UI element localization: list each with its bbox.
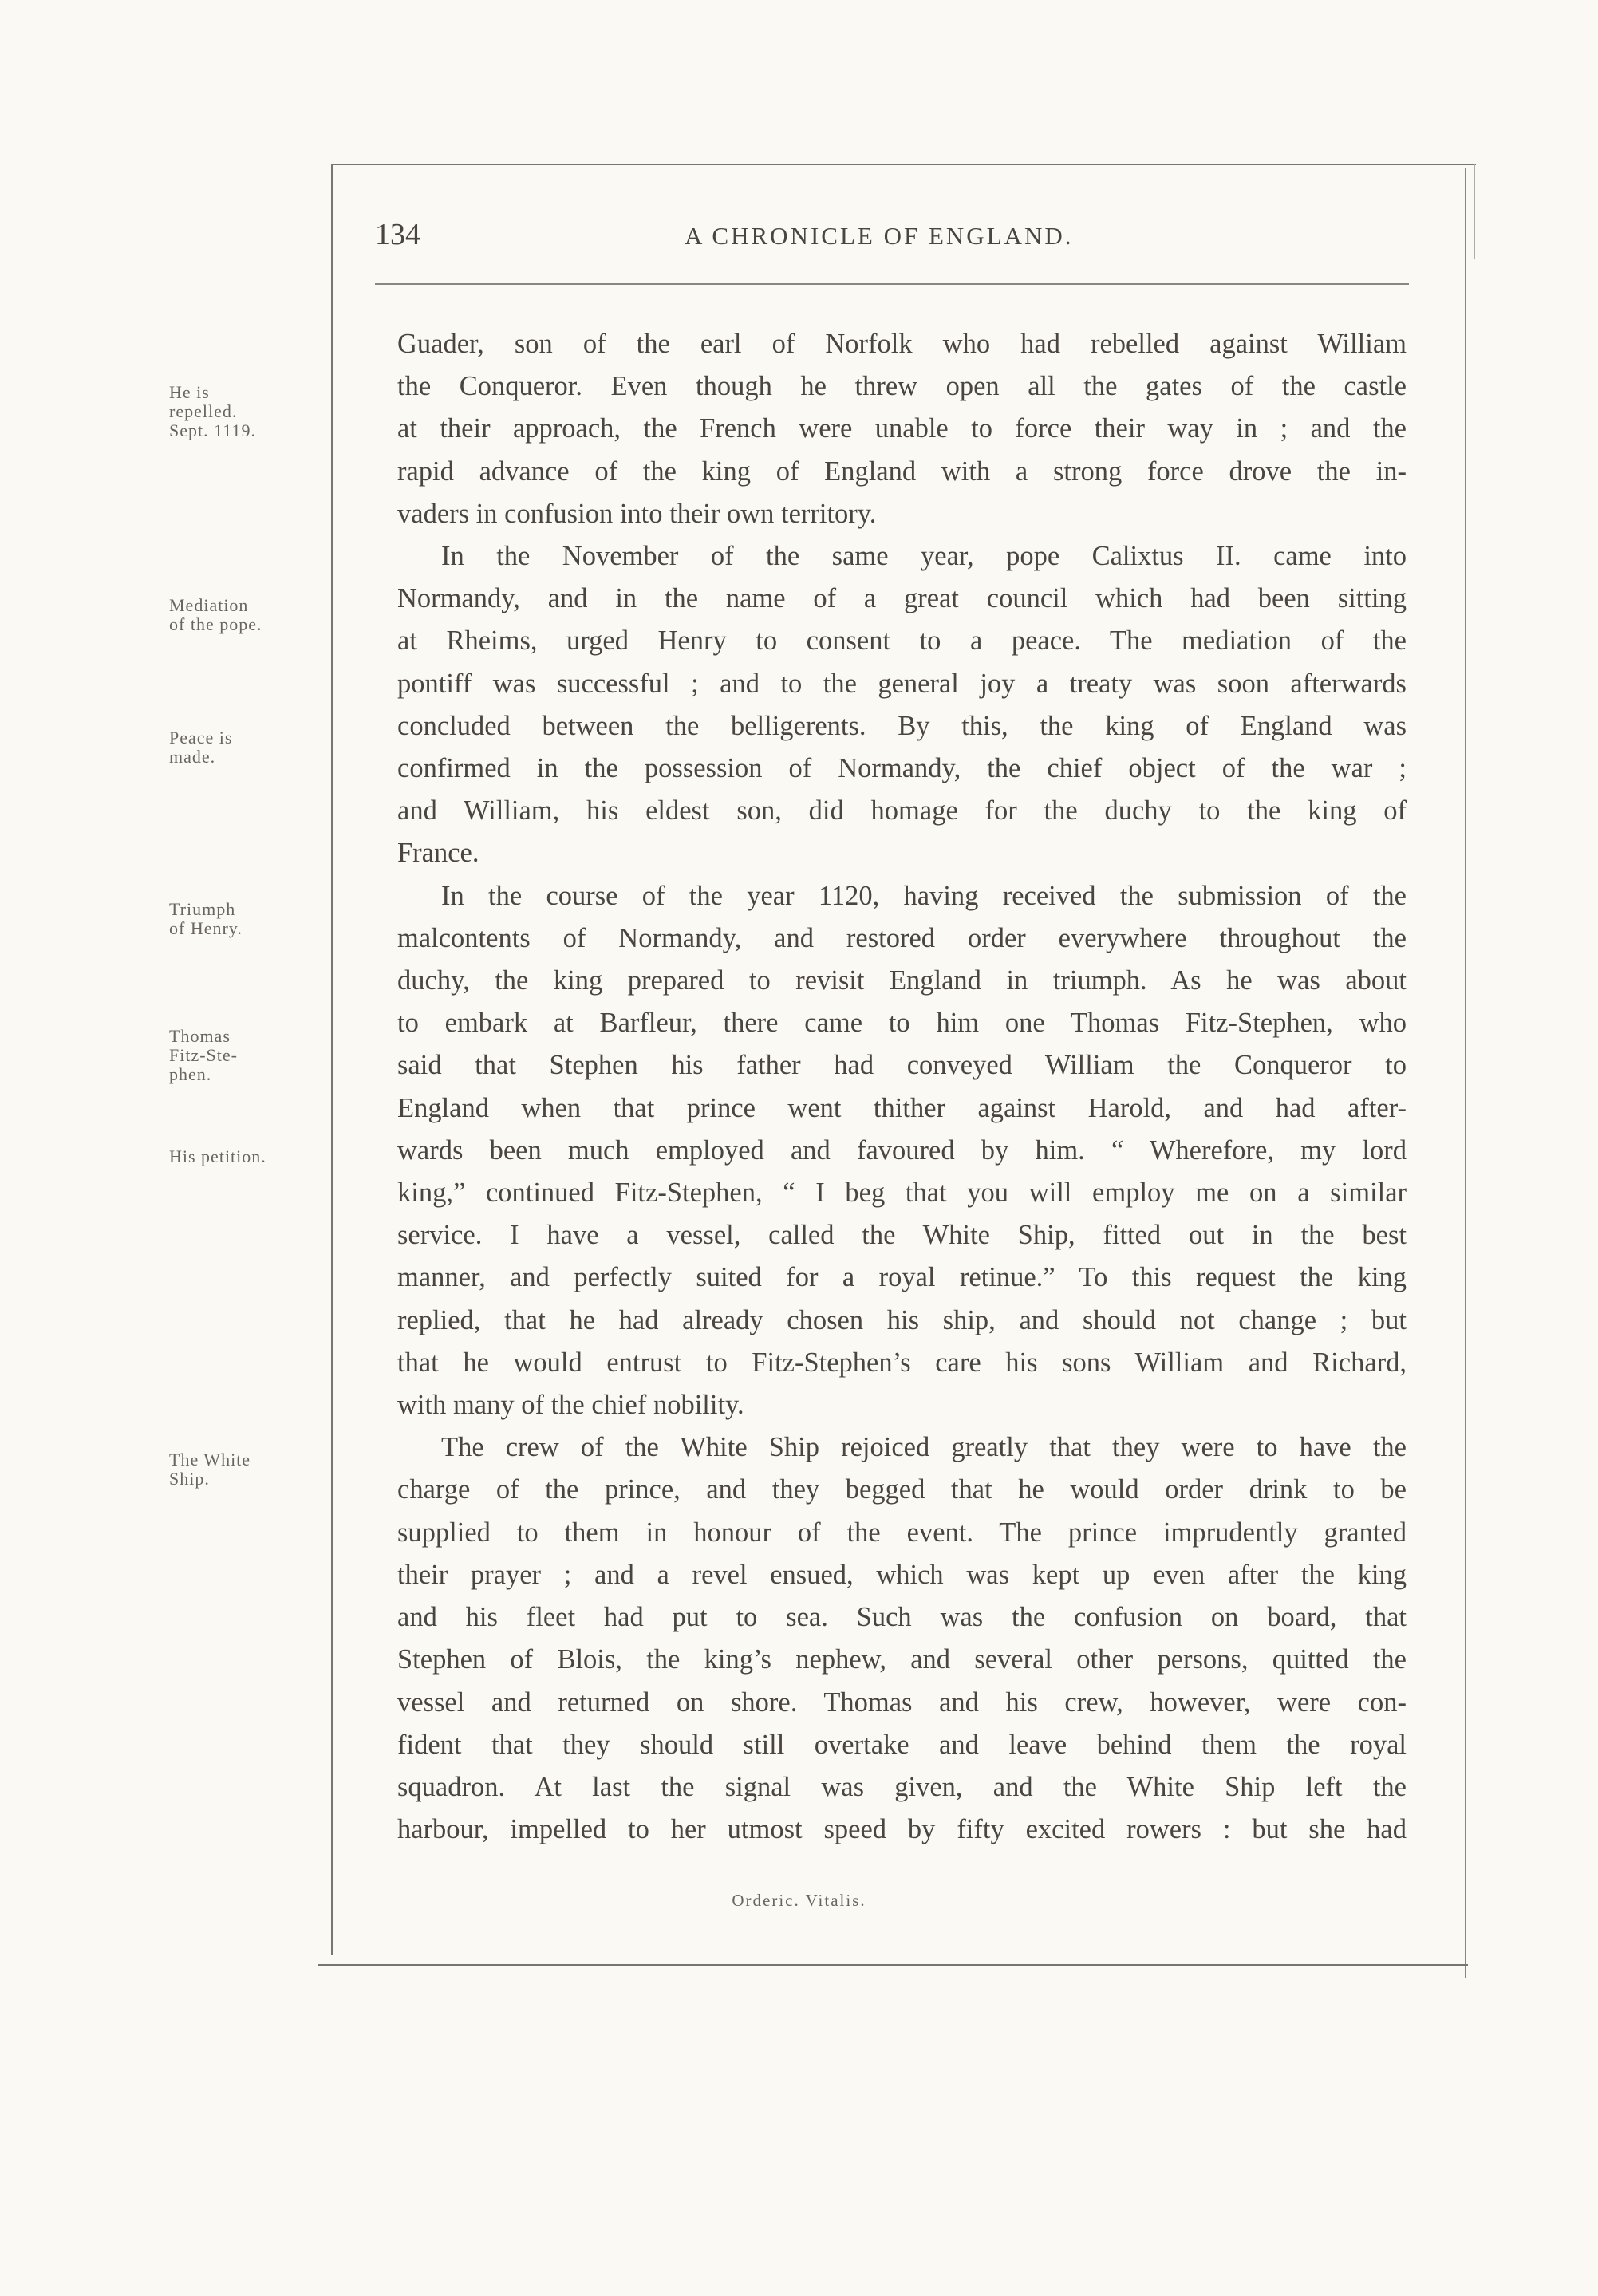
page-frame-right-rule-outer: [1474, 164, 1475, 259]
body-text: [397, 323, 1407, 1851]
margin-note-peace: Peace is made.: [169, 728, 233, 767]
margin-note-white-ship: The White Ship.: [169, 1450, 251, 1489]
book-title: A CHRONICLE OF ENGLAND.: [685, 222, 1074, 250]
margin-note-repelled: He is repelled. Sept. 1119.: [169, 382, 256, 440]
paragraph: In the course of the year 1120, having received the submission of the malcontents of Normandy, and restored order everywhere throughout the duchy, the king prepared to revisit England in triumph. As he was about to embark at Barfleur, there came to him one Thomas Fitz-Stephen, who said that Stephen his father had conveyed William the Conqueror to England when that prince went thither against Harold, and had after- wards been much employed and favoured by him. “ Wherefore, my lord king,” continued Fitz-Stephen, “ I beg that you will employ me on a similar service. I have a vessel, called the White Ship, fitted out in the best manner, and perfectly suited for a royal retinue.” To this request the king replied, that he had already chosen his ship, and should not change ; but that he would entrust to Fitz-Stephen’s care his sons William and Richard, with many of the chief nobility.: [397, 880, 1407, 1421]
paragraph: The crew of the White Ship rejoiced greatly that they were to have the charge of the prince, and they begged that he would order drink to be supplied to them in honour of the event. The prince imprudently granted their prayer ; and a revel ensued, which was kept up even after the king and his fleet had put to sea. Such was the confusion on board, that Stephen of Blois, the king’s nephew, and several other persons, quitted the vessel and returned on shore. Thomas and his crew, however, were con- fident that they should still overtake and leave behind them the royal squadron. At last the signal was given, and the White Ship left the harbour, impelled to her utmost speed by fifty excited rowers : but she had: [397, 1432, 1407, 1845]
margin-note-mediation: Mediation of the pope.: [169, 595, 262, 634]
margin-note-petition: His petition.: [169, 1146, 266, 1166]
margin-note-thomas: Thomas Fitz-Ste- phen.: [169, 1026, 238, 1084]
running-head: [375, 217, 1412, 265]
page-frame-top-rule: [331, 164, 1476, 165]
paragraph: In the November of the same year, pope Calixtus II. came into Normandy, and in the name of a great council which had been sitting at Rheims, urged Henry to consent to a peace. The mediation of the pontiff was successful ; and to the general joy a treaty was soon afterwards concluded between the belligerents. By this, the king of England was confirmed in the possession of Normandy, the chief object of the war ; and William, his eldest son, did homage for the duchy to the king of France.: [397, 541, 1407, 869]
page-number: 134: [375, 218, 420, 251]
page-frame-right-rule: [1465, 168, 1466, 1978]
margin-note-triumph: Triumph of Henry.: [169, 899, 243, 938]
paragraph: Guader, son of the earl of Norfolk who had rebelled against William the Conqueror. Even though he threw open all the gates of the castle at their approach, the French were unable to force their way in ; and the rapid advance of the king of England with a strong force drove the in- vaders in confusion into their own territory.: [397, 329, 1407, 529]
page-frame-left-rule: [331, 164, 333, 1955]
page-frame-bottom-rule: [318, 1964, 1468, 1966]
header-rule: [375, 283, 1409, 285]
footnote-source: Orderic. Vitalis.: [732, 1891, 866, 1910]
